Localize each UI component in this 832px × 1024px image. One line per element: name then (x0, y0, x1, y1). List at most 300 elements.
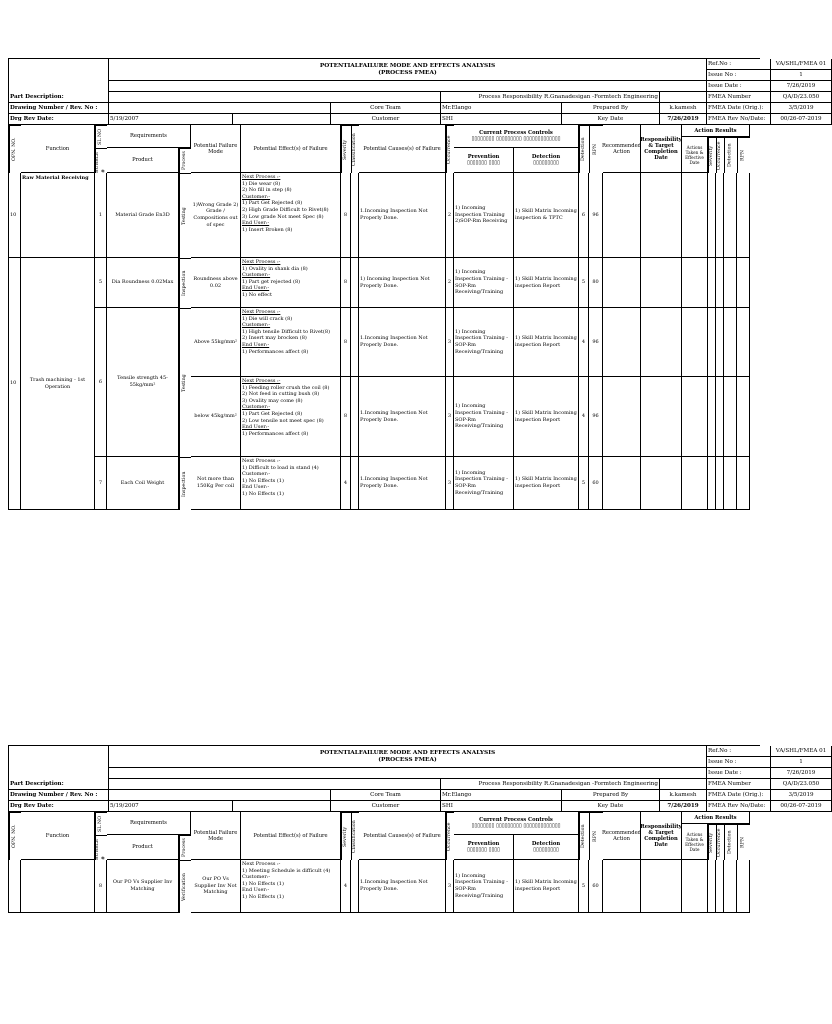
controls-label: Current Process Controls (479, 817, 553, 823)
title-line-2: (PROCESS FMEA) (378, 69, 437, 76)
row-tensile-a-cause: 1.Incoming Inspection Not Properly Done. (359, 308, 446, 377)
row-coil-occurrence: 3 (446, 457, 454, 510)
row-dia-effects (241, 258, 341, 308)
ref-no-label: Ref.No : (707, 746, 771, 757)
row-dia-classification (351, 258, 359, 308)
row-po-severity: 4 (341, 860, 351, 913)
col-ar-occurrence: Occurrence (716, 137, 724, 173)
group2-opn: 10 (9, 258, 21, 510)
row-dia-sl: 5 (95, 258, 107, 308)
effects-heading: Next Process :- (242, 174, 281, 180)
fmea-rev-value: 00/26-07-2019 (771, 114, 832, 125)
col-process: Process (179, 835, 191, 860)
row-tensile-b-prevention: 1) Incoming Inspection Training - SOP-Rm Receiving/Training (454, 377, 514, 457)
row-po-opn (9, 860, 21, 913)
row-po-product: Our PO Vs Supplier Inv Matching (107, 860, 179, 913)
effect-line: 1) Feeding roller crush the coil (8) (242, 384, 330, 391)
effect-line: 1) No Effects (1) (242, 893, 284, 900)
fmea-sheet-page-1 (8, 58, 827, 510)
row1-rpn: 96 (589, 173, 603, 258)
col-detection: Detection (579, 812, 589, 860)
prepared-by-label: Prepared By (562, 790, 660, 801)
row-dia-failure-mode: Roundness above 0.02 (191, 258, 241, 308)
fmea-rev-label: FMEA Rev No/Date: (707, 114, 771, 125)
row-coil-ar-sev (708, 457, 716, 510)
row-coil-ar-det (724, 457, 737, 510)
row-tensile-b-actions-taken (682, 377, 708, 457)
fmea-sheet-page-2 (8, 745, 827, 913)
col-ar-severity: Severity (708, 824, 716, 860)
row-dia-cause: 1) Incoming Inspection Not Properly Done. (359, 258, 446, 308)
drawing-number-label: Drawing Number / Rev. No : (9, 790, 109, 801)
prepared-by-label: Prepared By (562, 103, 660, 114)
effect-line: 2) Not feed in cutting bush (8) (242, 391, 320, 398)
col-ar-severity: Severity (708, 137, 716, 173)
row-tensile-b-recommended (603, 377, 641, 457)
row-po-recommended (603, 860, 641, 913)
col-current-controls (454, 812, 579, 835)
detection-sub-label: ▯▯▯▯▯▯▯▯▯ (533, 160, 559, 166)
col-classification: Classification (351, 812, 359, 860)
effects-customer-heading: Customer:- (242, 193, 271, 200)
row-tensile-a-ar-det (724, 308, 737, 377)
row-po-ar-sev (708, 860, 716, 913)
col-ar-rpn: RPN (737, 137, 750, 173)
key-date-value: 7/26/2019 (660, 801, 707, 812)
fmea-header (8, 745, 827, 812)
effect-line: 1) Part get rejected (8) (242, 278, 301, 285)
fmea-number-value: QA/D/23.050 (771, 779, 832, 790)
effect-line: 3) Ovality may come (8) (242, 397, 303, 404)
row-dia-detection: 5 (579, 258, 589, 308)
row-po-cause: 1.Incoming Inspection Not Properly Done. (359, 860, 446, 913)
part-description-label: Part Description: (9, 92, 109, 103)
core-team-label: Core Team (331, 103, 441, 114)
effect-line: 2) Low tensile not meet spec (8) (242, 417, 324, 424)
row-coil-product: Each Coil Weight (107, 457, 179, 510)
row-tensile-a-effects (241, 308, 341, 377)
row-po-sl: 8 (95, 860, 107, 913)
fmea-table-page-1 (8, 125, 760, 510)
part-description-value (109, 92, 441, 103)
col-causes: Potential Causes(s) of Failure (359, 125, 446, 173)
row1-detection-control: 1) Skill Matrix Incoming inspection & TPTC (514, 173, 579, 258)
col-opn-no: OPN. NO. (9, 812, 21, 860)
col-rpn: RPN (589, 812, 603, 860)
row-po-actions-taken (682, 860, 708, 913)
row-dia-product: Dia Roundness 0.02Max (107, 258, 179, 308)
row1-prevention: 1) Incoming Inspection Training 2)SOP-Rm Receiving (454, 173, 514, 258)
effect-line: 1) Die will crack (8) (242, 315, 293, 322)
effect-line: 1) No effect (242, 291, 272, 298)
row1-classification (351, 173, 359, 258)
detection-control-label: Detection (531, 154, 561, 160)
row-tensile-b-detection-control: 1) Skill Matrix Incoming inspection Report (514, 377, 579, 457)
issue-no-value: 1 (771, 757, 832, 768)
fmea-date-value: 3/5/2019 (771, 103, 832, 114)
row1-function: Raw Material Receiving (21, 173, 95, 258)
drawing-number-value (109, 790, 331, 801)
col-failure-mode: Potential Failure Mode (191, 812, 241, 860)
effects-heading: Next Process :- (242, 861, 281, 867)
row-dia-ar-det (724, 258, 737, 308)
row-po-classification (351, 860, 359, 913)
row1-severity: 8 (341, 173, 351, 258)
row-tensile-a-ar-sev (708, 308, 716, 377)
row-tensile-a-detection: 4 (579, 308, 589, 377)
row-coil-rpn: 60 (589, 457, 603, 510)
effect-line: 2) Insert may brocken (8) (242, 335, 307, 342)
fmea-date-value: 3/5/2019 (771, 790, 832, 801)
row-po-ar-occ (716, 860, 724, 913)
issue-no-value: 1 (771, 70, 832, 81)
effect-line: 1) No Effects (1) (242, 477, 284, 484)
row-tensile-a-prevention: 1) Incoming Inspection Training - SOP-Rm Receiving/Training (454, 308, 514, 377)
drg-rev-date-value: 5/19/2007 (109, 114, 233, 125)
row1-cause: 1.Incoming Inspection Not Properly Done. (359, 173, 446, 258)
row1-ar-det (724, 173, 737, 258)
col-severity: Severity (341, 125, 351, 173)
row1-occurrence: 2 (446, 173, 454, 258)
header-blank-2 (660, 92, 707, 103)
col-ar-occurrence: Occurrence (716, 824, 724, 860)
customer-value: SHI (441, 114, 562, 125)
fmea-date-label: FMEA Date (Orig.): (707, 790, 771, 801)
row-po-rpn: 60 (589, 860, 603, 913)
row-coil-sl: 7 (95, 457, 107, 510)
effect-line: 1) No Effects (1) (242, 880, 284, 887)
row-tensile-process: Testing (179, 308, 191, 457)
effects-end-user-heading: End User:- (242, 424, 270, 431)
process-responsibility-label: Process Responsibility (478, 781, 543, 787)
row-coil-actions-taken (682, 457, 708, 510)
effects-end-user-heading: End User:- (242, 220, 270, 227)
row1-opn: 10 (9, 173, 21, 258)
fmea-number-label: FMEA Number (707, 92, 771, 103)
row1-detection: 6 (579, 173, 589, 258)
row-dia-ar-occ (716, 258, 724, 308)
key-date-label: Key Date (562, 801, 660, 812)
drg-rev-date-value: 5/19/2007 (109, 801, 233, 812)
row-tensile-b-ar-occ (716, 377, 724, 457)
row-tensile-a-classification (351, 308, 359, 377)
core-team-label: Core Team (331, 790, 441, 801)
row-coil-detection-control: 1) Skill Matrix Incoming inspection Report (514, 457, 579, 510)
row-tensile-a-recommended (603, 308, 641, 377)
issue-date-value: 7/26/2019 (771, 81, 832, 92)
effect-line: 1) Part Get Rejected (8) (242, 200, 303, 207)
row-dia-severity: 8 (341, 258, 351, 308)
issue-no-label: Issue No : (707, 70, 771, 81)
row-po-ar-det (724, 860, 737, 913)
row-tensile-a-occurrence: 3 (446, 308, 454, 377)
col-recommended-action: Recommended Action (603, 125, 641, 173)
effect-line: 2) High Grade Difficult to Rivet(8) (242, 206, 329, 213)
row-tensile-b-detection: 4 (579, 377, 589, 457)
col-product: Product (107, 148, 179, 173)
effect-line: 1) No Effects (1) (242, 490, 284, 497)
row-coil-classification (351, 457, 359, 510)
document-title (109, 746, 707, 768)
effects-end-user-heading: End User:- (242, 484, 270, 491)
row-tensile-b-cause: 1.Incoming Inspection Not Properly Done. (359, 377, 446, 457)
customer-label: Customer (331, 801, 441, 812)
controls-sub-label: ▯▯▯▯▯▯▯▯ ▯▯▯▯▯▯▯▯▯ ▯▯▯▯▯▯▯▯▯▯▯▯▯ (471, 823, 561, 829)
row-dia-responsibility (641, 258, 682, 308)
effects-end-user-heading: End User:- (242, 887, 270, 894)
row-coil-cause: 1.Incoming Inspection Not Properly Done. (359, 457, 446, 510)
col-prevention (454, 148, 514, 173)
row-tensile-a-failure-mode: Above 55kg/mm² (191, 308, 241, 377)
drawing-number-label: Drawing Number / Rev. No : (9, 103, 109, 114)
effects-end-user-heading: End User:- (242, 285, 270, 292)
row-coil-severity: 4 (341, 457, 351, 510)
row-po-effects (241, 860, 341, 913)
row-tensile-b-failure-mode: below 45kg/mm² (191, 377, 241, 457)
row-coil-prevention: 1) Incoming Inspection Training - SOP-Rm Receiving/Training (454, 457, 514, 510)
row-tensile-b-occurrence: 3 (446, 377, 454, 457)
effects-heading: Next Process :- (242, 378, 281, 384)
prepared-by-value: k.kamesh (660, 790, 707, 801)
issue-date-label: Issue Date : (707, 81, 771, 92)
row-po-function (21, 860, 95, 913)
ref-no-value: VA/SHL/FMEA 01 (771, 59, 832, 70)
row-tensile-a-ar-rpn (737, 308, 750, 377)
group2-function: Trash machining - 1st Operation (21, 258, 95, 510)
col-occurrence: Occurrence (446, 812, 454, 860)
header-blank-3 (233, 801, 331, 812)
effect-line: 2) No fill in step (8) (242, 187, 292, 194)
effects-heading: Next Process :- (242, 309, 281, 315)
col-ar-detection: Detection (724, 824, 737, 860)
col-current-controls (454, 125, 579, 148)
drg-rev-date-label: Drg Rev Date: (9, 801, 109, 812)
row-dia-process: Inspection (179, 258, 191, 308)
fmea-header (8, 58, 827, 125)
prevention-label: Prevention (467, 154, 500, 160)
controls-sub-label: ▯▯▯▯▯▯▯▯ ▯▯▯▯▯▯▯▯▯ ▯▯▯▯▯▯▯▯▯▯▯▯▯ (471, 136, 561, 142)
core-team-value: Mr.Elango (441, 103, 562, 114)
row-po-ar-rpn (737, 860, 750, 913)
core-team-value: Mr.Elango (441, 790, 562, 801)
col-actions-taken: Actions Taken & Effective Date (682, 137, 708, 173)
row-coil-responsibility (641, 457, 682, 510)
row-coil-process: Inspection (179, 457, 191, 510)
col-opn-no: OPN. NO. (9, 125, 21, 173)
col-requirements: Requirements (107, 812, 191, 835)
row-coil-ar-rpn (737, 457, 750, 510)
col-function: Function (21, 125, 95, 173)
effect-line: 1) Die wear (8) (242, 180, 281, 187)
row-dia-prevention: 1) Incoming Inspection Training - SOP-Rm Receiving/Training (454, 258, 514, 308)
effects-customer-heading: Customer:- (242, 322, 271, 329)
col-bubble: BUBBLE # (95, 835, 107, 860)
row-tensile-a-detection-control: 1) Skill Matrix Incoming inspection Report (514, 308, 579, 377)
col-prevention (454, 835, 514, 860)
effect-line: 1) Part Get Rejected (8) (242, 410, 303, 417)
col-actions-taken: Actions Taken & Effective Date (682, 824, 708, 860)
fmea-number-value: QA/D/23.050 (771, 92, 832, 103)
row-tensile-b-ar-rpn (737, 377, 750, 457)
process-responsibility (441, 92, 660, 103)
ref-no-label: Ref.No : (707, 59, 771, 70)
effects-customer-heading: Customer:- (242, 404, 271, 411)
prevention-sub-label: ▯▯▯▯▯▯▯ ▯▯▯▯ (466, 160, 501, 166)
row-po-process: Verification (179, 860, 191, 913)
col-rpn: RPN (589, 125, 603, 173)
issue-no-label: Issue No : (707, 757, 771, 768)
row-dia-occurrence: 2 (446, 258, 454, 308)
header-spacer (109, 81, 707, 92)
title-line-1: POTENTIALFAILURE MODE AND EFFECTS ANALYSIS (319, 62, 496, 69)
row1-ar-rpn (737, 173, 750, 258)
col-requirements: Requirements (107, 125, 191, 148)
row-po-detection-control: 1) Skill Matrix Incoming inspection Report (514, 860, 579, 913)
col-ar-rpn: RPN (737, 824, 750, 860)
col-product: Product (107, 835, 179, 860)
effect-line: 1) Performances affect (8) (242, 348, 309, 355)
row-tensile-b-responsibility (641, 377, 682, 457)
col-recommended-action: Recommended Action (603, 812, 641, 860)
row-po-detection: 5 (579, 860, 589, 913)
effect-line: 3) Low grade Not meet Spec (8) (242, 213, 324, 220)
col-classification: Classification (351, 125, 359, 173)
col-process: Process (179, 148, 191, 173)
row-dia-detection-control: 1) Skill Matrix Incoming inspection Report (514, 258, 579, 308)
row1-recommended (603, 173, 641, 258)
effects-customer-heading: Customer:- (242, 471, 271, 478)
col-action-results: Action Results (682, 812, 750, 824)
header-spacer (109, 768, 707, 779)
row1-effects (241, 173, 341, 258)
row-tensile-product: Tensile strength 45-55kg/mm² (107, 308, 179, 457)
row-tensile-b-ar-det (724, 377, 737, 457)
row-coil-recommended (603, 457, 641, 510)
col-responsibility: Responsibility & Target Completion Date (641, 812, 682, 860)
row-dia-recommended (603, 258, 641, 308)
document-title (109, 59, 707, 81)
col-severity: Severity (341, 812, 351, 860)
effect-line: 1) High tensile Difficult to Rivet(8) (242, 328, 331, 335)
row-coil-effects (241, 457, 341, 510)
row1-actions-taken (682, 173, 708, 258)
row-tensile-a-severity: 8 (341, 308, 351, 377)
col-detection: Detection (579, 125, 589, 173)
key-date-value: 7/26/2019 (660, 114, 707, 125)
prepared-by-value: k.kamesh (660, 103, 707, 114)
col-failure-mode: Potential Failure Mode (191, 125, 241, 173)
row-tensile-a-responsibility (641, 308, 682, 377)
row-tensile-b-rpn: 96 (589, 377, 603, 457)
process-responsibility (441, 779, 660, 790)
row1-ar-sev (708, 173, 716, 258)
col-effects: Potential Effect(s) of Failure (241, 812, 341, 860)
effect-line: 1) Meeting Schedule is difficult (4) (242, 867, 331, 874)
fmea-date-label: FMEA Date (Orig.): (707, 103, 771, 114)
customer-value: SHI (441, 801, 562, 812)
row-coil-ar-occ (716, 457, 724, 510)
row1-failure-mode: 1)Wrong Grade 2) Grade / Compositions out of spec (191, 173, 241, 258)
effects-end-user-heading: End User:- (242, 341, 270, 348)
col-bubble: BUBBLE # (95, 148, 107, 173)
row1-process: Testing (179, 173, 191, 258)
row-tensile-b-effects (241, 377, 341, 457)
effects-heading: Next Process :- (242, 458, 281, 464)
row1-sl: 1 (95, 173, 107, 258)
effect-line: 1) Ovality in shank dia (8) (242, 265, 308, 272)
effects-customer-heading: Customer:- (242, 874, 271, 881)
drg-rev-date-label: Drg Rev Date: (9, 114, 109, 125)
col-responsibility: Responsibility & Target Completion Date (641, 125, 682, 173)
row-dia-actions-taken (682, 258, 708, 308)
row-tensile-b-classification (351, 377, 359, 457)
row1-ar-occ (716, 173, 724, 258)
title-line-1: POTENTIALFAILURE MODE AND EFFECTS ANALYSIS (319, 749, 496, 756)
controls-label: Current Process Controls (479, 130, 553, 136)
row-dia-rpn: 80 (589, 258, 603, 308)
fmea-number-label: FMEA Number (707, 779, 771, 790)
row1-responsibility (641, 173, 682, 258)
effect-line: 1) Difficult to load in stand (4) (242, 464, 319, 471)
row-tensile-a-actions-taken (682, 308, 708, 377)
part-description-value (109, 779, 441, 790)
prevention-label: Prevention (467, 841, 500, 847)
effects-heading: Next Process :- (242, 259, 281, 265)
row-dia-ar-sev (708, 258, 716, 308)
row-tensile-b-ar-sev (708, 377, 716, 457)
issue-date-label: Issue Date : (707, 768, 771, 779)
row-po-occurrence: 3 (446, 860, 454, 913)
row1-product: Material Grade En3D (107, 173, 179, 258)
customer-label: Customer (331, 114, 441, 125)
fmea-table-page-2 (8, 812, 760, 913)
row-tensile-a-rpn: 96 (589, 308, 603, 377)
effects-customer-heading: Customer:- (242, 272, 271, 279)
detection-control-label: Detection (531, 841, 561, 847)
row-dia-ar-rpn (737, 258, 750, 308)
part-description-label: Part Description: (9, 779, 109, 790)
fmea-rev-label: FMEA Rev No/Date: (707, 801, 771, 812)
col-causes: Potential Causes(s) of Failure (359, 812, 446, 860)
row-tensile-a-ar-occ (716, 308, 724, 377)
fmea-rev-value: 00/26-07-2019 (771, 801, 832, 812)
header-blank-2 (660, 779, 707, 790)
effect-line: 1) Performances affect (8) (242, 430, 309, 437)
col-ar-detection: Detection (724, 137, 737, 173)
prevention-sub-label: ▯▯▯▯▯▯▯ ▯▯▯▯ (466, 847, 501, 853)
detection-sub-label: ▯▯▯▯▯▯▯▯▯ (533, 847, 559, 853)
key-date-label: Key Date (562, 114, 660, 125)
ref-no-value: VA/SHL/FMEA 01 (771, 746, 832, 757)
row-coil-detection: 5 (579, 457, 589, 510)
col-action-results: Action Results (682, 125, 750, 137)
col-effects: Potential Effect(s) of Failure (241, 125, 341, 173)
row-po-prevention: 1) Incoming Inspection Training - SOP-Rm Receiving/Training (454, 860, 514, 913)
col-sl-no: SL NO (95, 812, 107, 835)
header-blank-3 (233, 114, 331, 125)
process-responsibility-label: Process Responsibility (478, 94, 543, 100)
col-sl-no: SL NO (95, 125, 107, 148)
row-po-failure-mode: Our PO Vs Supplier Inv Not Matching (191, 860, 241, 913)
title-line-2: (PROCESS FMEA) (378, 756, 437, 763)
effect-line: 1) Insert Broken (8) (242, 226, 293, 233)
row-coil-failure-mode: Not more than 150Kg Per coil (191, 457, 241, 510)
drawing-number-value (109, 103, 331, 114)
row-tensile-sl: 6 (95, 308, 107, 457)
process-responsibility-value: R.Gnanadesigan -Formtech Engineering (544, 94, 658, 100)
col-detection-control (514, 835, 579, 860)
process-responsibility-value: R.Gnanadesigan -Formtech Engineering (544, 781, 658, 787)
